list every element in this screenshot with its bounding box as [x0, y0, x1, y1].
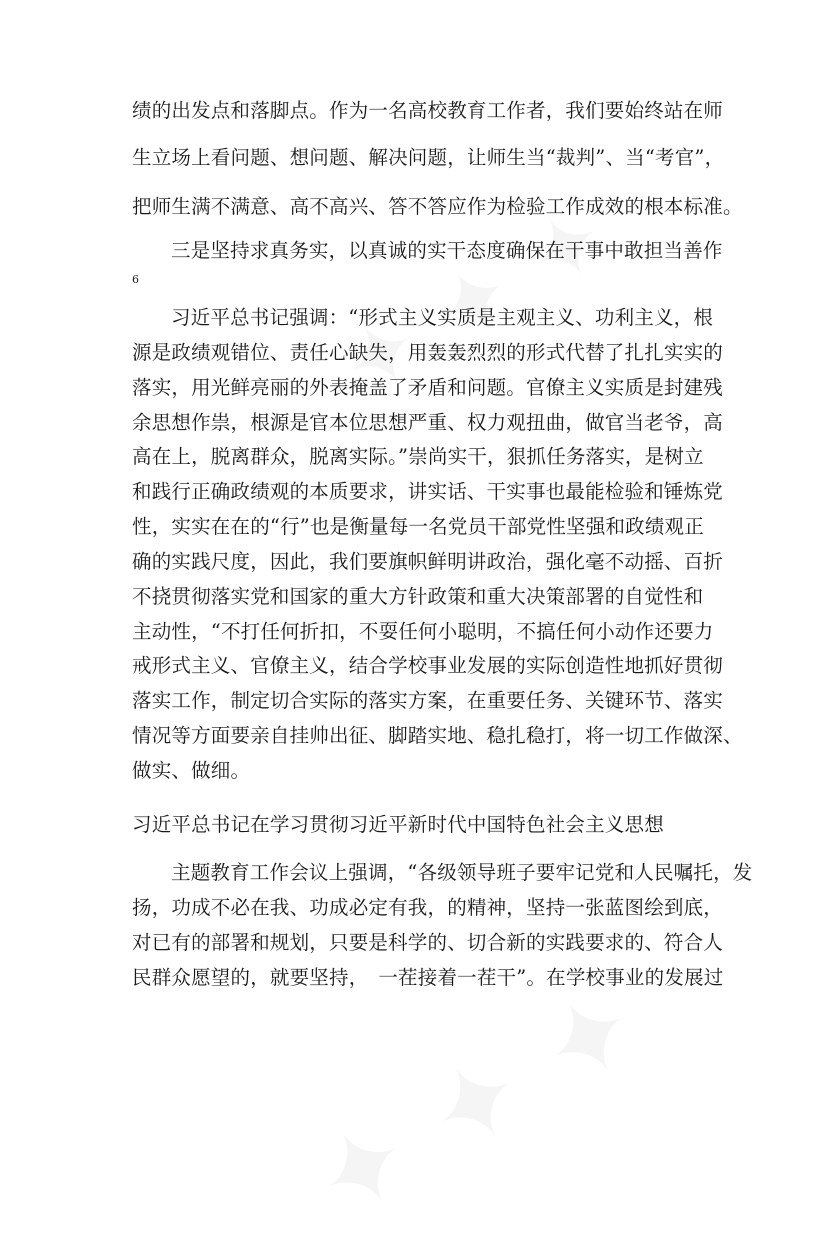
text-line: 余思想作祟，根源是官本位思想严重、权力观扭曲，做官当老爷，高 [132, 411, 724, 434]
text-line: 做实、做细。 [132, 759, 251, 782]
paragraph-start-line: 习近平总书记强调：“形式主义实质是主观主义、功利主义，根 [171, 306, 714, 329]
paragraph-start-line: 主题教育工作会议上强调，“各级领导班子要牢记党和人民嘱托，发 [171, 861, 753, 884]
paragraph-start-line: 三是坚持求真务实，以真诚的实干态度确保在干事中敢担当善作 [171, 239, 723, 262]
text-line: 生立场上看问题、想问题、解决问题，让师生当“裁判”、当“考官”， [132, 146, 725, 169]
text-line: 高在上，脱离群众，脱离实际。”崇尚实干，狠抓任务落实，是树立 [132, 445, 704, 468]
text-line: 戒形式主义、官僚主义，结合学校事业发展的实际创造性地抓好贯彻 [132, 654, 724, 677]
stray-mark: 6 [132, 273, 140, 286]
text-line: 主动性，“不打任何折扣，不耍任何小聪明，不搞任何小动作还要力 [132, 620, 714, 643]
text-line: 源是政绩观错位、责任心缺失，用轰轰烈烈的形式代替了扎扎实实的 [132, 341, 724, 364]
text-line: 民群众愿望的，就要坚持， 一茬接着一茬干”。在学校事业的发展过 [132, 966, 724, 989]
text-line: 和践行正确政绩观的本质要求，讲实话、干实事也最能检验和锤炼党 [132, 480, 724, 503]
text-line: 确的实践尺度，因此，我们要旗帜鲜明讲政治，强化毫不动摇、百折 [132, 550, 724, 573]
text-line: 习近平总书记在学习贯彻习近平新时代中国特色社会主义思想 [132, 813, 664, 836]
text-line: 绩的出发点和落脚点。作为一名高校教育工作者，我们要始终站在师 [132, 99, 724, 122]
text-line: 落实工作，制定切合实际的落实方案，在重要任务、关键环节、落实 [132, 689, 724, 712]
text-line: 性，实实在在的“行”也是衡量每一名党员干部党性坚强和政绩观正 [132, 515, 704, 538]
text-line: 落实，用光鲜亮丽的外表掩盖了矛盾和问题。官僚主义实质是封建残 [132, 376, 724, 399]
text-line: 扬，功成不必在我、功成必定有我，的精神，坚持一张蓝图绘到底， [132, 896, 724, 919]
text-line: 把师生满不满意、高不高兴、答不答应作为检验工作成效的根本标准。 [132, 195, 743, 218]
text-line: 情况等方面要亲自挂帅出征、脚踏实地、稳扎稳打，将一切工作做深、 [132, 724, 743, 747]
watermark [292, 960, 662, 1247]
text-line: 对已有的部署和规划，只要是科学的、切合新的实践要求的、符合人 [132, 931, 724, 954]
text-line: 不挠贯彻落实党和国家的重大方针政策和重大决策部署的自觉性和 [132, 585, 704, 608]
